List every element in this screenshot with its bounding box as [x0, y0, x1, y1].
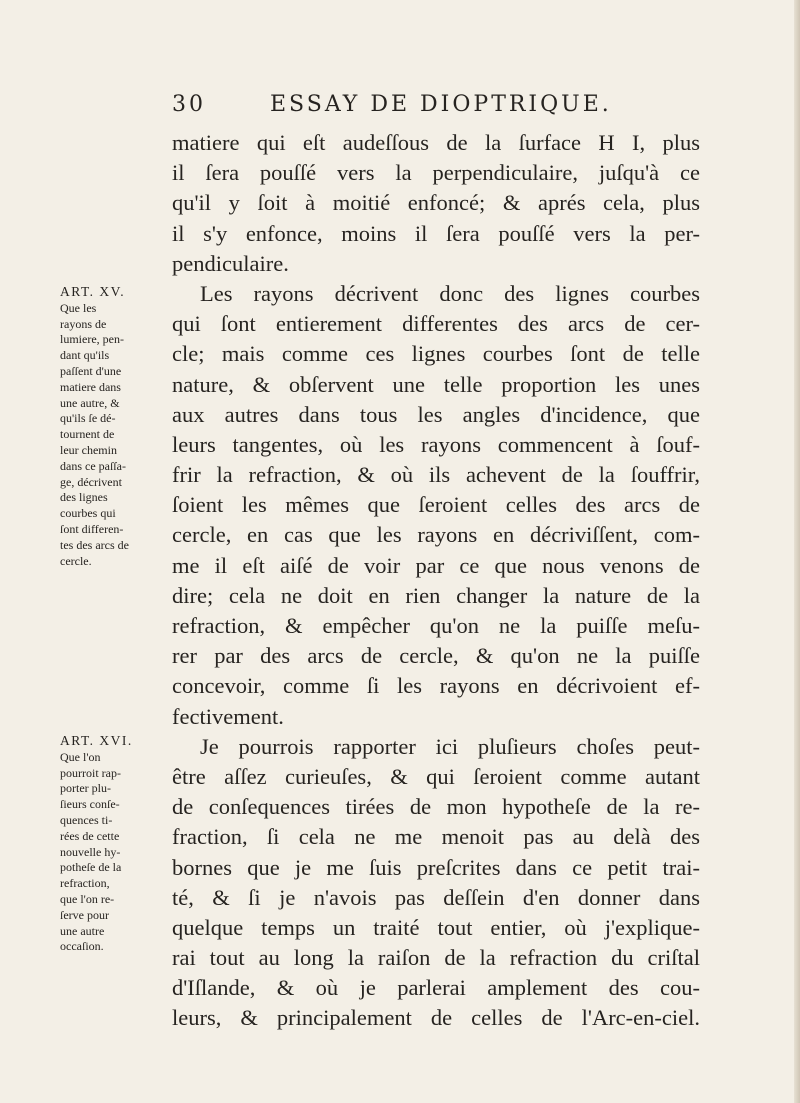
margin-note-line: ſieurs conſe- [60, 797, 120, 812]
body-line: rai tout au long la raiſon de la refraction du criſtal [172, 945, 700, 971]
margin-note-line: pourroit rap- [60, 765, 121, 780]
body-line: bornes que je me ſuis preſcrites dans ce petit trai- [172, 854, 700, 880]
margin-note-title: ART. XVI. [60, 733, 133, 748]
margin-note-title: ART. XV. [60, 284, 126, 299]
body-line: dire; cela ne doit en rien changer la nature de la [172, 582, 700, 608]
body-line: concevoir, comme ſi les rayons en décrivoient ef- [172, 673, 700, 699]
body-line: cle; mais comme ces lignes courbes ſont de telle [172, 341, 700, 367]
body-line: té, & ſi je n'avois pas deſſein d'en donner dans [172, 884, 700, 910]
margin-note-line: paſſent d'une [60, 363, 122, 378]
body-line: d'Iſlande, & où je parlerai amplement des cou- [172, 975, 700, 1001]
body-line: rer par des arcs de cercle, & qu'on ne la puiſſe [172, 643, 700, 669]
body-text [172, 128, 700, 1034]
body-line: qui ſont entierement differentes des arcs de cer- [172, 311, 700, 337]
body-line: fraction, ſi cela ne me menoit pas au delà des [172, 824, 700, 850]
body-line: me il eſt aiſé de voir par ce que nous venons de [172, 552, 700, 578]
margin-note-line: lumiere, pen- [60, 332, 124, 347]
page-number: 30 [172, 92, 206, 117]
body-line: frir la refraction, & où ils achevent de la ſouffrir, [172, 462, 700, 488]
body-line: être aſſez curieuſes, & qui ſeroient comme autant [172, 763, 700, 789]
body-line: leurs tangentes, où les rayons commencent à ſouf- [172, 431, 700, 457]
margin-note-line: ſerve pour [60, 907, 109, 922]
running-header [172, 92, 692, 117]
body-line: qu'il y ſoit à moitié enfoncé; & aprés cela, plus [172, 190, 700, 216]
page-edge [794, 0, 800, 1103]
body-line: refraction, & empêcher qu'on ne la puiſſe meſu- [172, 613, 700, 638]
body-line: leurs, & principalement de celles de l'Arc-en-ciel. [172, 1005, 700, 1031]
body-line: Je pourrois rapporter ici pluſieurs choſes peut- [200, 733, 700, 759]
body-line: aux autres dans tous les angles d'incidence, que [172, 401, 700, 427]
margin-note-line: tournent de [60, 427, 115, 442]
margin-note-line: dant qu'ils [60, 348, 110, 363]
body-line: Les rayons décrivent donc des lignes courbes [200, 280, 700, 306]
margin-note-line: nouvelle hy- [60, 844, 121, 859]
margin-note-line: cercle. [60, 553, 92, 568]
margin-note-line: leur chemin [60, 442, 117, 457]
body-line: cercle, en cas que les rayons en décriviſſent, com- [172, 522, 700, 548]
margin-note-line: une autre, & [60, 395, 120, 410]
body-line: pendiculaire. [172, 250, 289, 276]
margin-note-art-xv [60, 284, 168, 569]
margin-note-line: dans ce paſſa- [60, 458, 126, 473]
margin-note-line: Que les [60, 300, 97, 315]
body-line: ſoient les mêmes que ſeroient celles des arcs de [172, 492, 700, 518]
body-line: nature, & obſervent une telle proportion les unes [172, 371, 700, 397]
margin-note-line: Que l'on [60, 749, 101, 764]
body-line: de conſequences tirées de mon hypotheſe de la re- [172, 794, 700, 820]
running-title: ESSAY DE DIOPTRIQUE. [270, 92, 612, 117]
body-line: fectivement. [172, 703, 284, 729]
margin-note-line: matiere dans [60, 379, 121, 394]
margin-note-line: une autre [60, 923, 105, 938]
margin-note-line: porter plu- [60, 781, 111, 796]
margin-note-line: des lignes [60, 490, 108, 505]
body-line: il ſera pouſſé vers la perpendiculaire, juſqu'à ce [172, 160, 700, 186]
body-line: matiere qui eſt audeſſous de la ſurface H I, plus [172, 130, 700, 155]
margin-note-line: ſont differen- [60, 521, 124, 536]
margin-note-line: rées de cette [60, 828, 120, 843]
body-line: il s'y enfonce, moins il ſera pouſſé vers la per- [172, 220, 700, 246]
margin-note-line: occaſion. [60, 939, 104, 954]
margin-note-line: potheſe de la [60, 860, 122, 875]
margin-note-line: que l'on re- [60, 891, 115, 906]
margin-note-line: quences ti- [60, 812, 113, 827]
margin-note-art-xvi [60, 733, 168, 955]
margin-note-line: rayons de [60, 316, 107, 331]
margin-note-line: ge, décrivent [60, 474, 122, 489]
margin-note-line: refraction, [60, 876, 110, 891]
margin-note-line: qu'ils ſe dé- [60, 411, 116, 426]
margin-note-line: tes des arcs de [60, 537, 129, 552]
body-line: quelque temps un traité tout entier, où j'explique- [172, 914, 700, 940]
margin-note-line: courbes qui [60, 506, 116, 521]
